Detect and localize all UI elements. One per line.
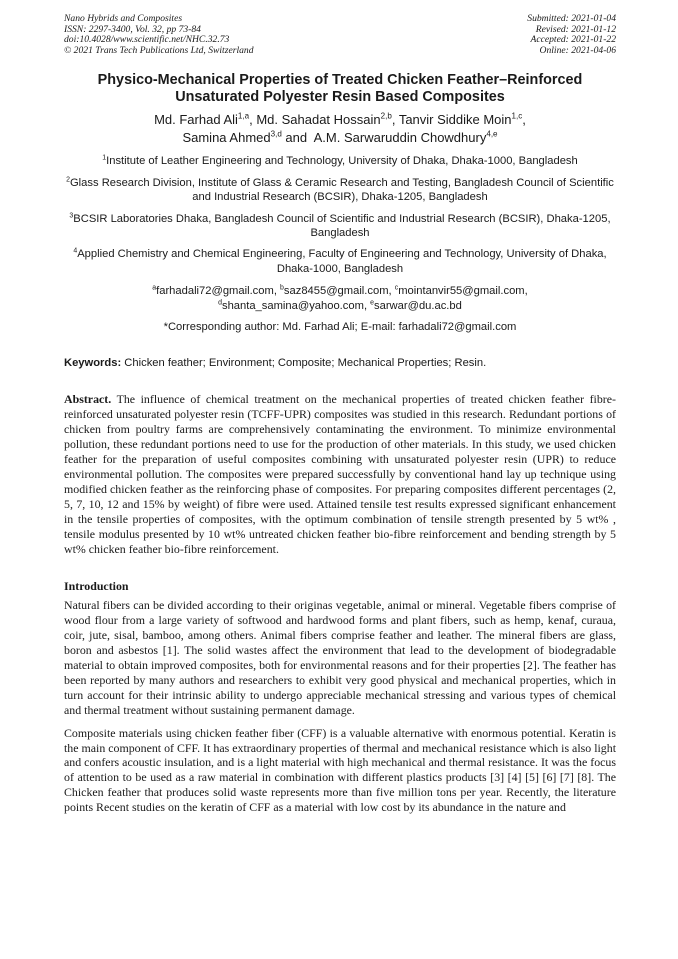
abstract-label: Abstract. — [64, 392, 112, 407]
corresponding-author: *Corresponding author: Md. Farhad Ali; E-mail: farhadali72@gmail.com — [163, 321, 517, 334]
email-a[interactable]: $^a$farhadali72@gmail.com — [152, 284, 274, 298]
author-list — [64, 111, 616, 147]
date-online: Online: 2021-04-06 — [539, 44, 616, 56]
date-revised: Revised: 2021-01-12 — [535, 23, 616, 35]
title-line-1: Physico-Mechanical Properties of Treated Chicken Feather–Reinforced — [97, 72, 583, 89]
affiliation-2: $^2$Glass Research Division, Institute of Glass & Ceramic Research and Testing, Bangladesh Council of Scientific and Industrial Research (BCSIR), Dhaka-1205, Bangladesh — [66, 176, 614, 204]
journal-name: Nano Hybrids and Composites — [64, 13, 183, 24]
date-submitted: Submitted: 2021-01-04 — [527, 13, 616, 24]
intro-paragraph-2: Composite materials using chicken feather fiber (CFF) is a valuable alternative with enormous potential. Keratin is the main component of CFF. It has extraordinary properties of thermal and mechanical resistance which is also light and confers acoustic insulation, and is a light material with high mechanical and thermal resistance. It was the focus of attention to be used as a raw material in combination with different plastics products [3] [4] [5] [6] [7] [8]. The Chicken feather that produces solid waste represents more than five million tons per year. Recently, the literature points Recent studies on the keratin of CFF as a material with low cost by its abundance in the nature and — [64, 725, 616, 815]
abstract-text: The influence of chemical treatment on the mechanical properties of treated chicken feather fibre-reinforced unsaturated polyester resin (TCFF-UPR) composites was studied in this research. Redundant portions of chicken from poultry farms are comprehensively contaminating the environment. To minimize environmental pollution, these redundant portions need to use for the production of other materials. In this study, we used chicken feather for the preparation of useful composites combining with unsaturated polyester resin (UPR) to reduce environmental pollution. The composites were prepared successfully by conventional hand lay up technique using modified chicken feather as the reinforcing phase of composites. For preparing composites different percentages (2, 5, 7, 10, 12 and 15% by weight) of fibre were used. Attained tensile test results expressed significant enhancement in the tensile properties of composites, with the optimum combination of tensile strength presented by 5 wt% , tensile modulus presented by 10 wt% untreated chicken feather bio-fibre reinforcement and bending strength by 5 wt% chicken feather bio-fibre reinforcement. — [64, 392, 616, 556]
affiliation-3: $^3$BCSIR Laboratories Dhaka, Bangladesh Council of Scientific and Industrial Research (BCSIR), Dhaka-1205, Bangladesh — [69, 211, 611, 239]
affiliation-4: $^4$Applied Chemistry and Chemical Engineering, Faculty of Engineering and Technology, University of Dhaka, Dhaka-1000, Bangladesh — [73, 247, 607, 275]
email-d[interactable]: $^d$shanta_samina@yahoo.com — [218, 298, 364, 312]
journal-doi[interactable]: doi:10.4028/www.scientific.net/NHC.32.73 — [64, 34, 230, 46]
keywords — [64, 356, 616, 370]
email-c[interactable]: $^c$mointanvir55@gmail.com — [394, 284, 525, 298]
keywords-label: Keywords: — [64, 357, 122, 370]
email-e[interactable]: $^e$sarwar@du.ac.bd — [370, 298, 462, 312]
author: A.M. Sarwaruddin Chowdhury$^{4,e}$ — [313, 130, 498, 146]
author: Md. Farhad Ali$^{1,a}$, — [154, 112, 257, 128]
intro-paragraph-1: Natural fibers can be divided according to their originas vegetable, animal or mineral. Vegetable fibers comprise of wood flour from a large variety of softwood and hardwood forms and plant fibers, such as hemp, kenaf, curaua, coir, jute, sisal, bamboo, among others. Animal fibers comprise feather and leather. The mineral fibers are glass, boron and asbestos [1]. The solid wastes affect the environment that lead to the development of biodegradable material to obtain improved composites, both for environmental reasons and for their properties [2]. The feather has been reported by many authors and researchers to exhibit very good physical and mechanical properties, which in turn account for their intrinsic ability to undergo appreciable mechanical stressing and various types of chemical and thermal treatment without sustaining permanent damage. — [64, 598, 616, 717]
paper-title — [64, 72, 616, 106]
keywords-text: Chicken feather; Environment; Composite; Mechanical Properties; Resin. — [121, 357, 487, 370]
author: Samina Ahmed$^{3,d}$ and — [182, 130, 311, 146]
section-heading-introduction: Introduction — [64, 579, 129, 594]
publication-dates — [527, 14, 616, 56]
author: Tanvir Siddike Moin$^{1,c}$, — [398, 112, 526, 128]
journal-issn: ISSN: 2297-3400, Vol. 32, pp 73-84 — [64, 23, 201, 35]
author: Md. Sahadat Hossain$^{2,b}$, — [256, 112, 399, 128]
title-line-2: Unsaturated Polyester Resin Based Composites — [175, 89, 505, 106]
abstract — [64, 392, 616, 556]
journal-header — [64, 14, 616, 56]
journal-info — [64, 14, 254, 56]
date-accepted: Accepted: 2021-01-22 — [530, 34, 616, 46]
affiliation-1: $^1$Institute of Leather Engineering and Technology, University of Dhaka, Dhaka-1000, Bangladesh — [102, 154, 578, 168]
journal-copyright: © 2021 Trans Tech Publications Ltd, Switzerland — [64, 44, 254, 56]
author-emails: $^a$farhadali72@gmail.com, $^b$saz8455@gmail.com, $^c$mointanvir55@gmail.com, $^d$shanta_samina@yahoo.com, $^e$sarwar@du.ac.bd — [152, 284, 528, 312]
email-b[interactable]: $^b$saz8455@gmail.com — [280, 284, 389, 298]
